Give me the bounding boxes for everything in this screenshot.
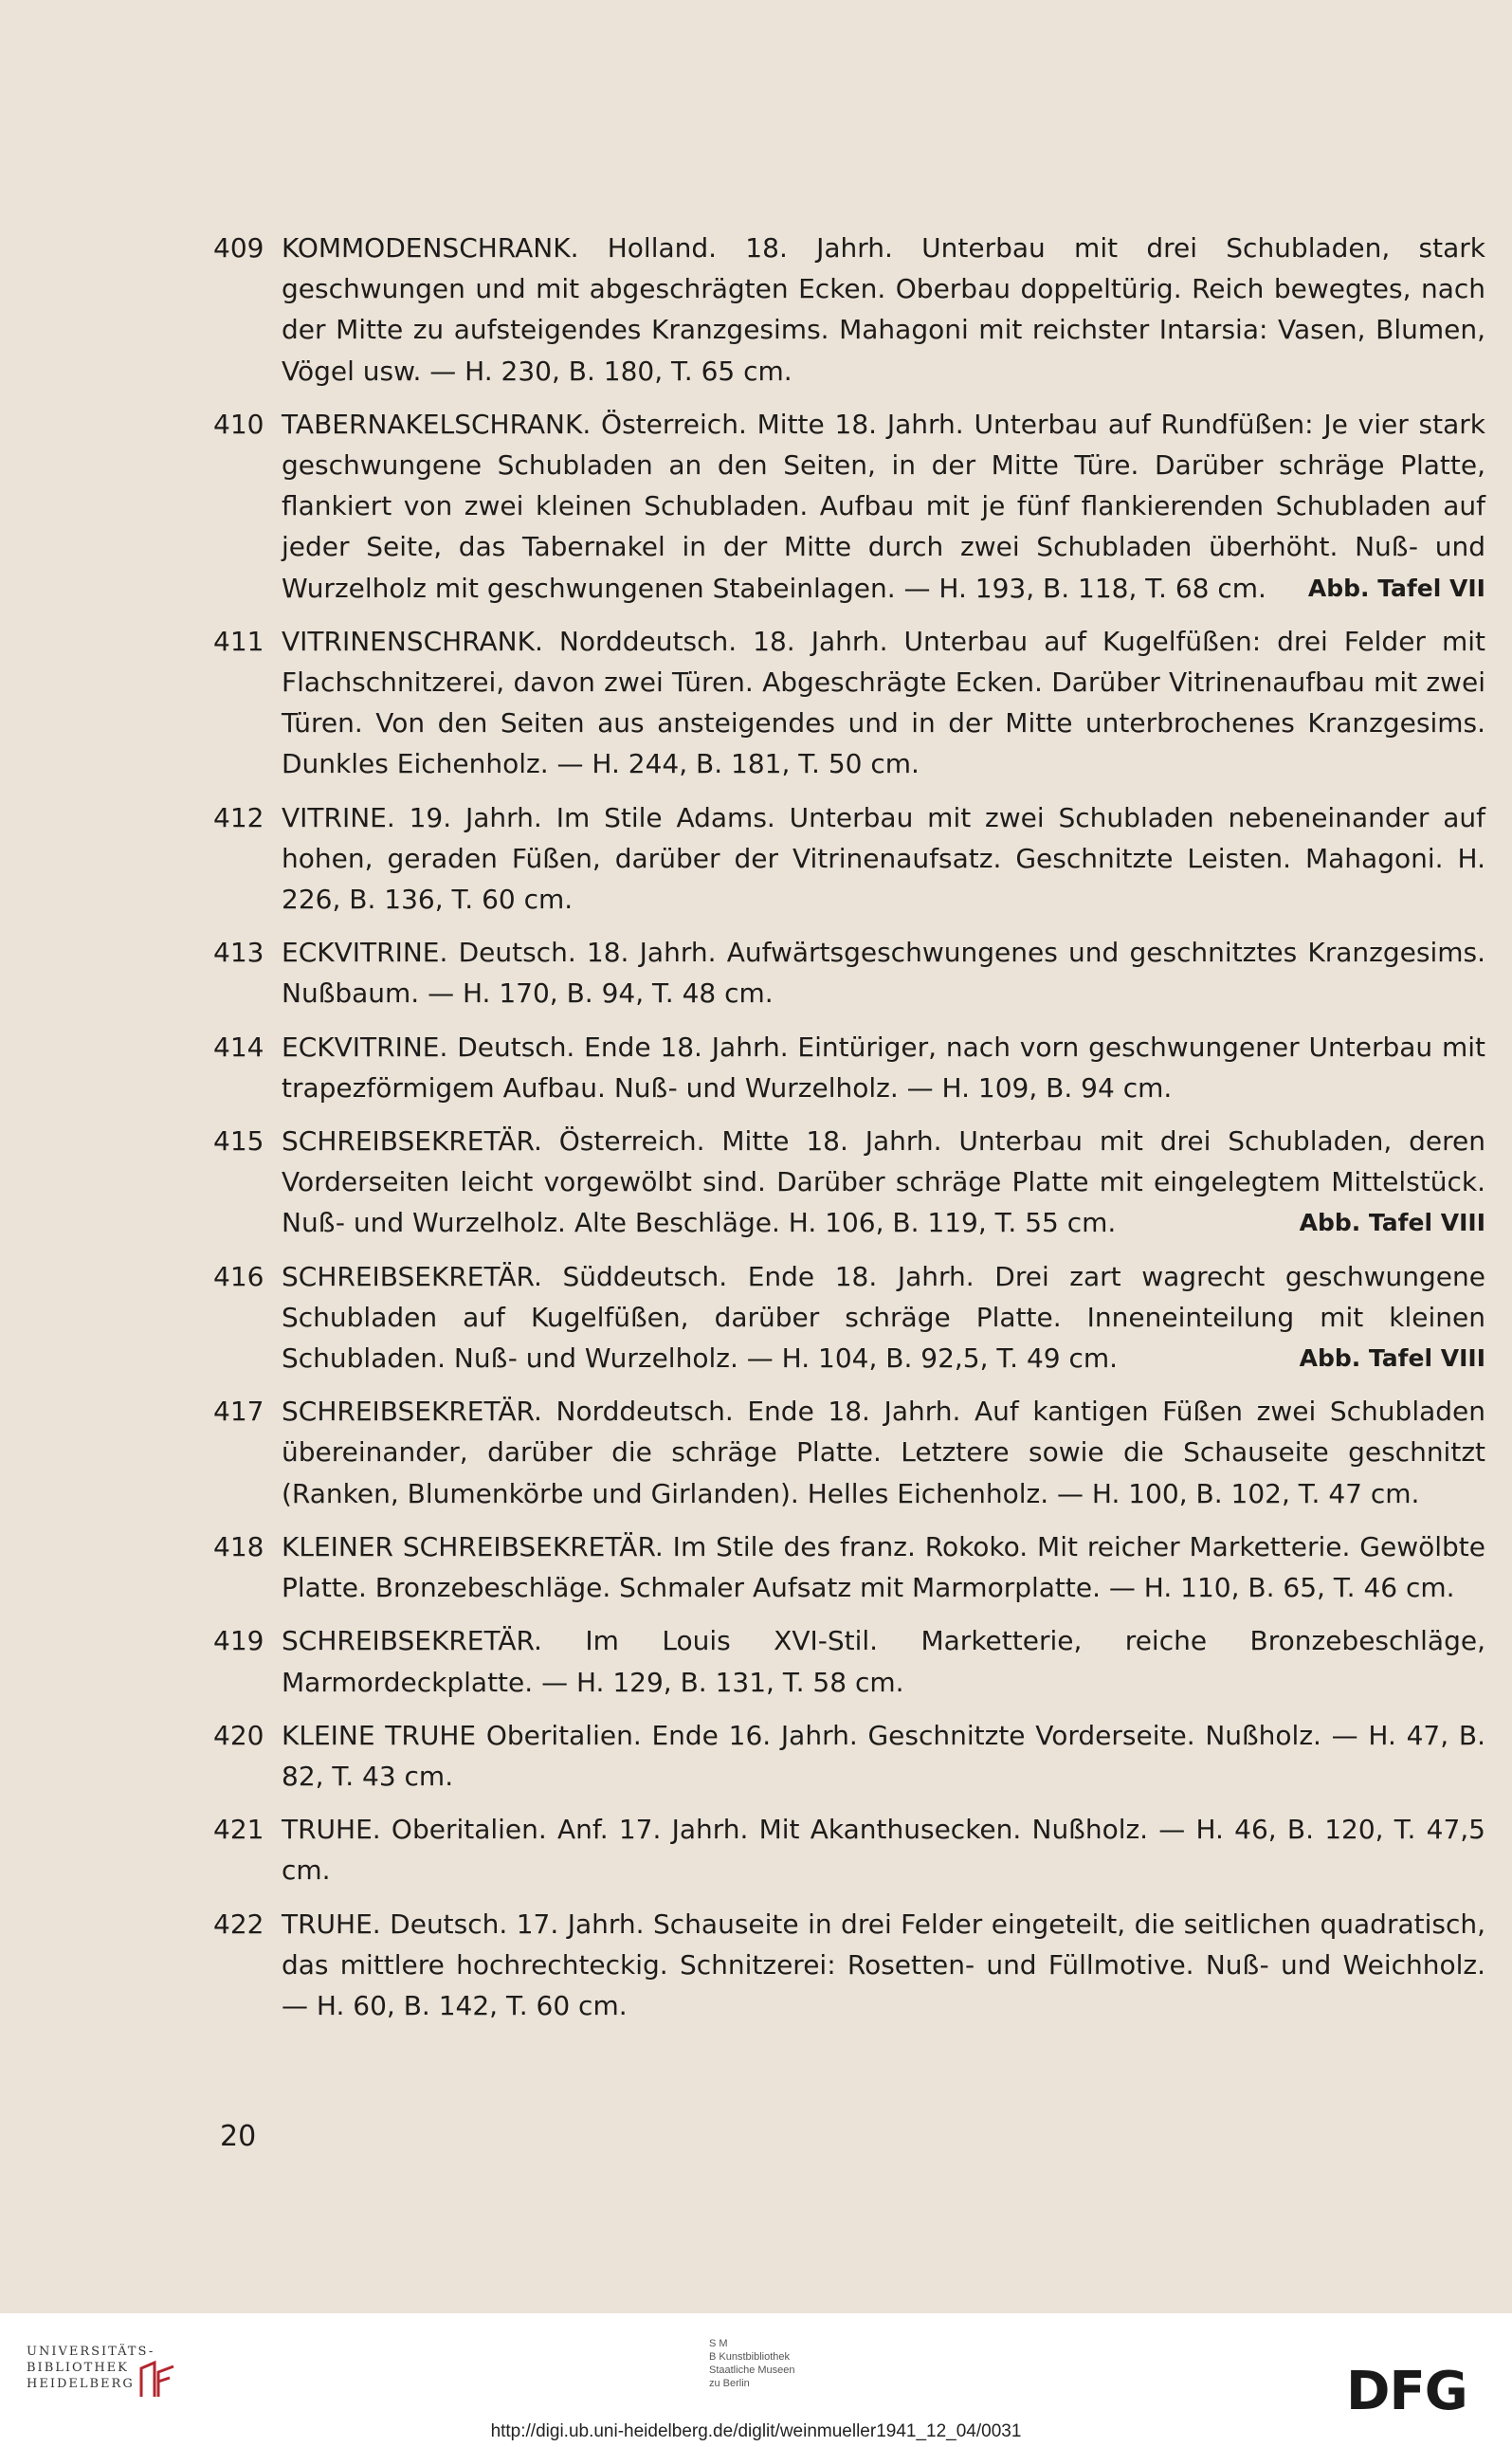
university-logo-icon	[136, 2359, 179, 2402]
entry-body	[282, 797, 1485, 921]
entry-body	[282, 1391, 1485, 1514]
catalog-entry	[213, 1904, 1485, 2027]
catalog-entry	[213, 1526, 1485, 1608]
museum-line: B Kunstbibliothek	[709, 2351, 790, 2363]
entry-number: 420	[213, 1719, 264, 1751]
entry-body	[282, 1620, 1485, 1702]
entry-body	[282, 404, 1485, 609]
entry-text: TABERNAKELSCHRANK. Österreich. Mitte 18. Jahrh. Unterbau auf Rundfüßen: Je vier stark geschwungene Schubladen an den Seiten, in der Mitte Türe. Darüber schräge Platte, flankiert von zwei kleinen Schubladen. Aufbau mit je fünf flankierenden Schubladen auf jeder Seite, das Tabernakel in der Mitte durch zwei Schubladen überhöht. Nuß- und Wurzelholz mit geschwungenen Stabeinlagen. — H. 193, B. 118, T. 68 cm.	[282, 408, 1485, 604]
entry-number: 415	[213, 1125, 264, 1158]
entry-text: SCHREIBSEKRETÄR. Süddeutsch. Ende 18. Jahrh. Drei zart wagrecht geschwungene Schubladen auf Kugelfüßen, darüber schräge Platte. Inneneinteilung mit kleinen Schubladen. Nuß- und Wurzelholz. — H. 104, B. 92,5, T. 49 cm.	[282, 1260, 1485, 1375]
catalog-entry	[213, 1715, 1485, 1797]
entry-body	[282, 228, 1485, 392]
entry-text: TRUHE. Deutsch. 17. Jahrh. Schauseite in drei Felder eingeteilt, die seitlichen quadratisch, das mittlere hochrechteckig. Schnitzerei: Rosetten- und Füllmotive. Nuß- und Weichholz. — H. 60, B. 142, T. 60 cm.	[282, 1908, 1485, 2021]
entry-number: 409	[213, 232, 264, 264]
catalog-entry	[213, 404, 1485, 609]
museum-line: S M	[709, 2338, 728, 2349]
entry-number: 418	[213, 1530, 264, 1562]
entry-number: 422	[213, 1908, 264, 1940]
entry-text: KOMMODENSCHRANK. Holland. 18. Jahrh. Unterbau mit drei Schubladen, stark geschwungen und mit abgeschrägten Ecken. Oberbau doppeltürig. Reich bewegtes, nach der Mitte zu aufsteigendes Kranzgesims. Mahagoni mit reichster Intarsia: Vasen, Blumen, Vögel usw. — H. 230, B. 180, T. 65 cm.	[282, 232, 1485, 387]
entry-text: KLEINE TRUHE Oberitalien. Ende 16. Jahrh. Geschnitzte Vorderseite. Nußholz. — H. 47, B. 82, T. 43 cm.	[282, 1719, 1485, 1792]
university-line: BIBLIOTHEK	[27, 2361, 129, 2375]
catalog-entry	[213, 1027, 1485, 1108]
museum-line: Staatliche Museen	[709, 2365, 795, 2376]
catalog-entry	[213, 228, 1485, 392]
catalog-entry	[213, 1391, 1485, 1514]
entry-number: 410	[213, 408, 264, 440]
entry-body	[282, 932, 1485, 1013]
entry-text: SCHREIBSEKRETÄR. Im Louis XVI-Stil. Marketterie, reiche Bronzebeschläge, Marmordeckplatte. — H. 129, B. 131, T. 58 cm.	[282, 1625, 1485, 1698]
entry-text: ECKVITRINE. Deutsch. Ende 18. Jahrh. Eintüriger, nach vorn geschwungener Unterbau mit trapezförmigem Aufbau. Nuß- und Wurzelholz. — H. 109, B. 94 cm.	[282, 1031, 1485, 1104]
entry-number: 414	[213, 1031, 264, 1063]
entry-number: 412	[213, 801, 264, 833]
entry-body	[282, 1904, 1485, 2027]
entry-text: VITRINE. 19. Jahrh. Im Stile Adams. Unterbau mit zwei Schubladen nebeneinander auf hohen, geraden Füßen, darüber der Vitrinenaufsatz. Geschnitzte Leisten. Mahagoni. H. 226, B. 136, T. 60 cm.	[282, 801, 1485, 916]
entry-text: TRUHE. Oberitalien. Anf. 17. Jahrh. Mit Akanthusecken. Nußholz. — H. 46, B. 120, T. 47,5 cm.	[282, 1814, 1485, 1887]
catalog-entry	[213, 1809, 1485, 1890]
plate-reference: Abb. Tafel VII	[1307, 574, 1485, 602]
entry-text: KLEINER SCHREIBSEKRETÄR. Im Stile des franz. Rokoko. Mit reicher Marketterie. Gewölbte Platte. Bronzebeschläge. Schmaler Aufsatz mit Marmorplatte. — H. 110, B. 65, T. 46 cm.	[282, 1530, 1485, 1604]
catalog-entry	[213, 1121, 1485, 1244]
university-line: HEIDELBERG	[27, 2377, 135, 2391]
entry-body	[282, 1809, 1485, 1890]
entry-number: 413	[213, 937, 264, 969]
entry-number: 419	[213, 1625, 264, 1657]
catalog-entry	[213, 1256, 1485, 1379]
entry-body	[282, 1027, 1485, 1108]
entry-number: 416	[213, 1260, 264, 1292]
entry-body	[282, 1526, 1485, 1608]
entry-body	[282, 1715, 1485, 1797]
entry-body	[282, 1121, 1485, 1244]
entry-number: 417	[213, 1396, 264, 1428]
catalog-entry	[213, 621, 1485, 785]
university-line: UNIVERSITÄTS-	[27, 2345, 155, 2359]
entry-text: VITRINENSCHRANK. Norddeutsch. 18. Jahrh. Unterbau auf Kugelfüßen: drei Felder mit Flachschnitzerei, davon zwei Türen. Abgeschrägte Ecken. Darüber Vitrinenaufbau mit zwei Türen. Von den Seiten aus ansteigendes und in der Mitte unterbrochenes Kranzgesims. Dunkles Eichenholz. — H. 244, B. 181, T. 50 cm.	[282, 625, 1485, 780]
entry-text: SCHREIBSEKRETÄR. Österreich. Mitte 18. Jahrh. Unterbau mit drei Schubladen, deren Vorderseiten leicht vorgewölbt sind. Darüber schräge Platte mit eingelegtem Mittelstück. Nuß- und Wurzelholz. Alte Beschläge. H. 106, B. 119, T. 55 cm.	[282, 1125, 1485, 1239]
entry-text: SCHREIBSEKRETÄR. Norddeutsch. Ende 18. Jahrh. Auf kantigen Füßen zwei Schubladen übereinander, darüber die schräge Platte. Letztere sowie die Schauseite geschnitzt (Ranken, Blumenkörbe und Girlanden). Helles Eichenholz. — H. 100, B. 102, T. 47 cm.	[282, 1396, 1485, 1509]
entry-body	[282, 621, 1485, 785]
plate-reference: Abb. Tafel VIII	[1299, 1209, 1485, 1237]
digitization-footer	[0, 2313, 1512, 2447]
page-number: 20	[220, 2120, 257, 2153]
entry-body	[282, 1256, 1485, 1379]
catalog-entries	[213, 228, 1485, 2038]
catalog-entry	[213, 932, 1485, 1013]
plate-reference: Abb. Tafel VIII	[1299, 1344, 1485, 1373]
entry-text: ECKVITRINE. Deutsch. 18. Jahrh. Aufwärtsgeschwungenes und geschnitztes Kranzgesims. Nußbaum. — H. 170, B. 94, T. 48 cm.	[282, 937, 1485, 1010]
catalog-entry	[213, 797, 1485, 921]
entry-number: 411	[213, 625, 264, 657]
museum-label	[709, 2337, 795, 2390]
entry-number: 421	[213, 1814, 264, 1846]
dfg-logo: DFG	[1346, 2361, 1467, 2422]
catalog-entry	[213, 1620, 1485, 1702]
museum-line: zu Berlin	[709, 2378, 750, 2389]
source-url-link[interactable]: http://digi.ub.uni-heidelberg.de/diglit/weinmueller1941_12_04/0031	[490, 2421, 1022, 2441]
